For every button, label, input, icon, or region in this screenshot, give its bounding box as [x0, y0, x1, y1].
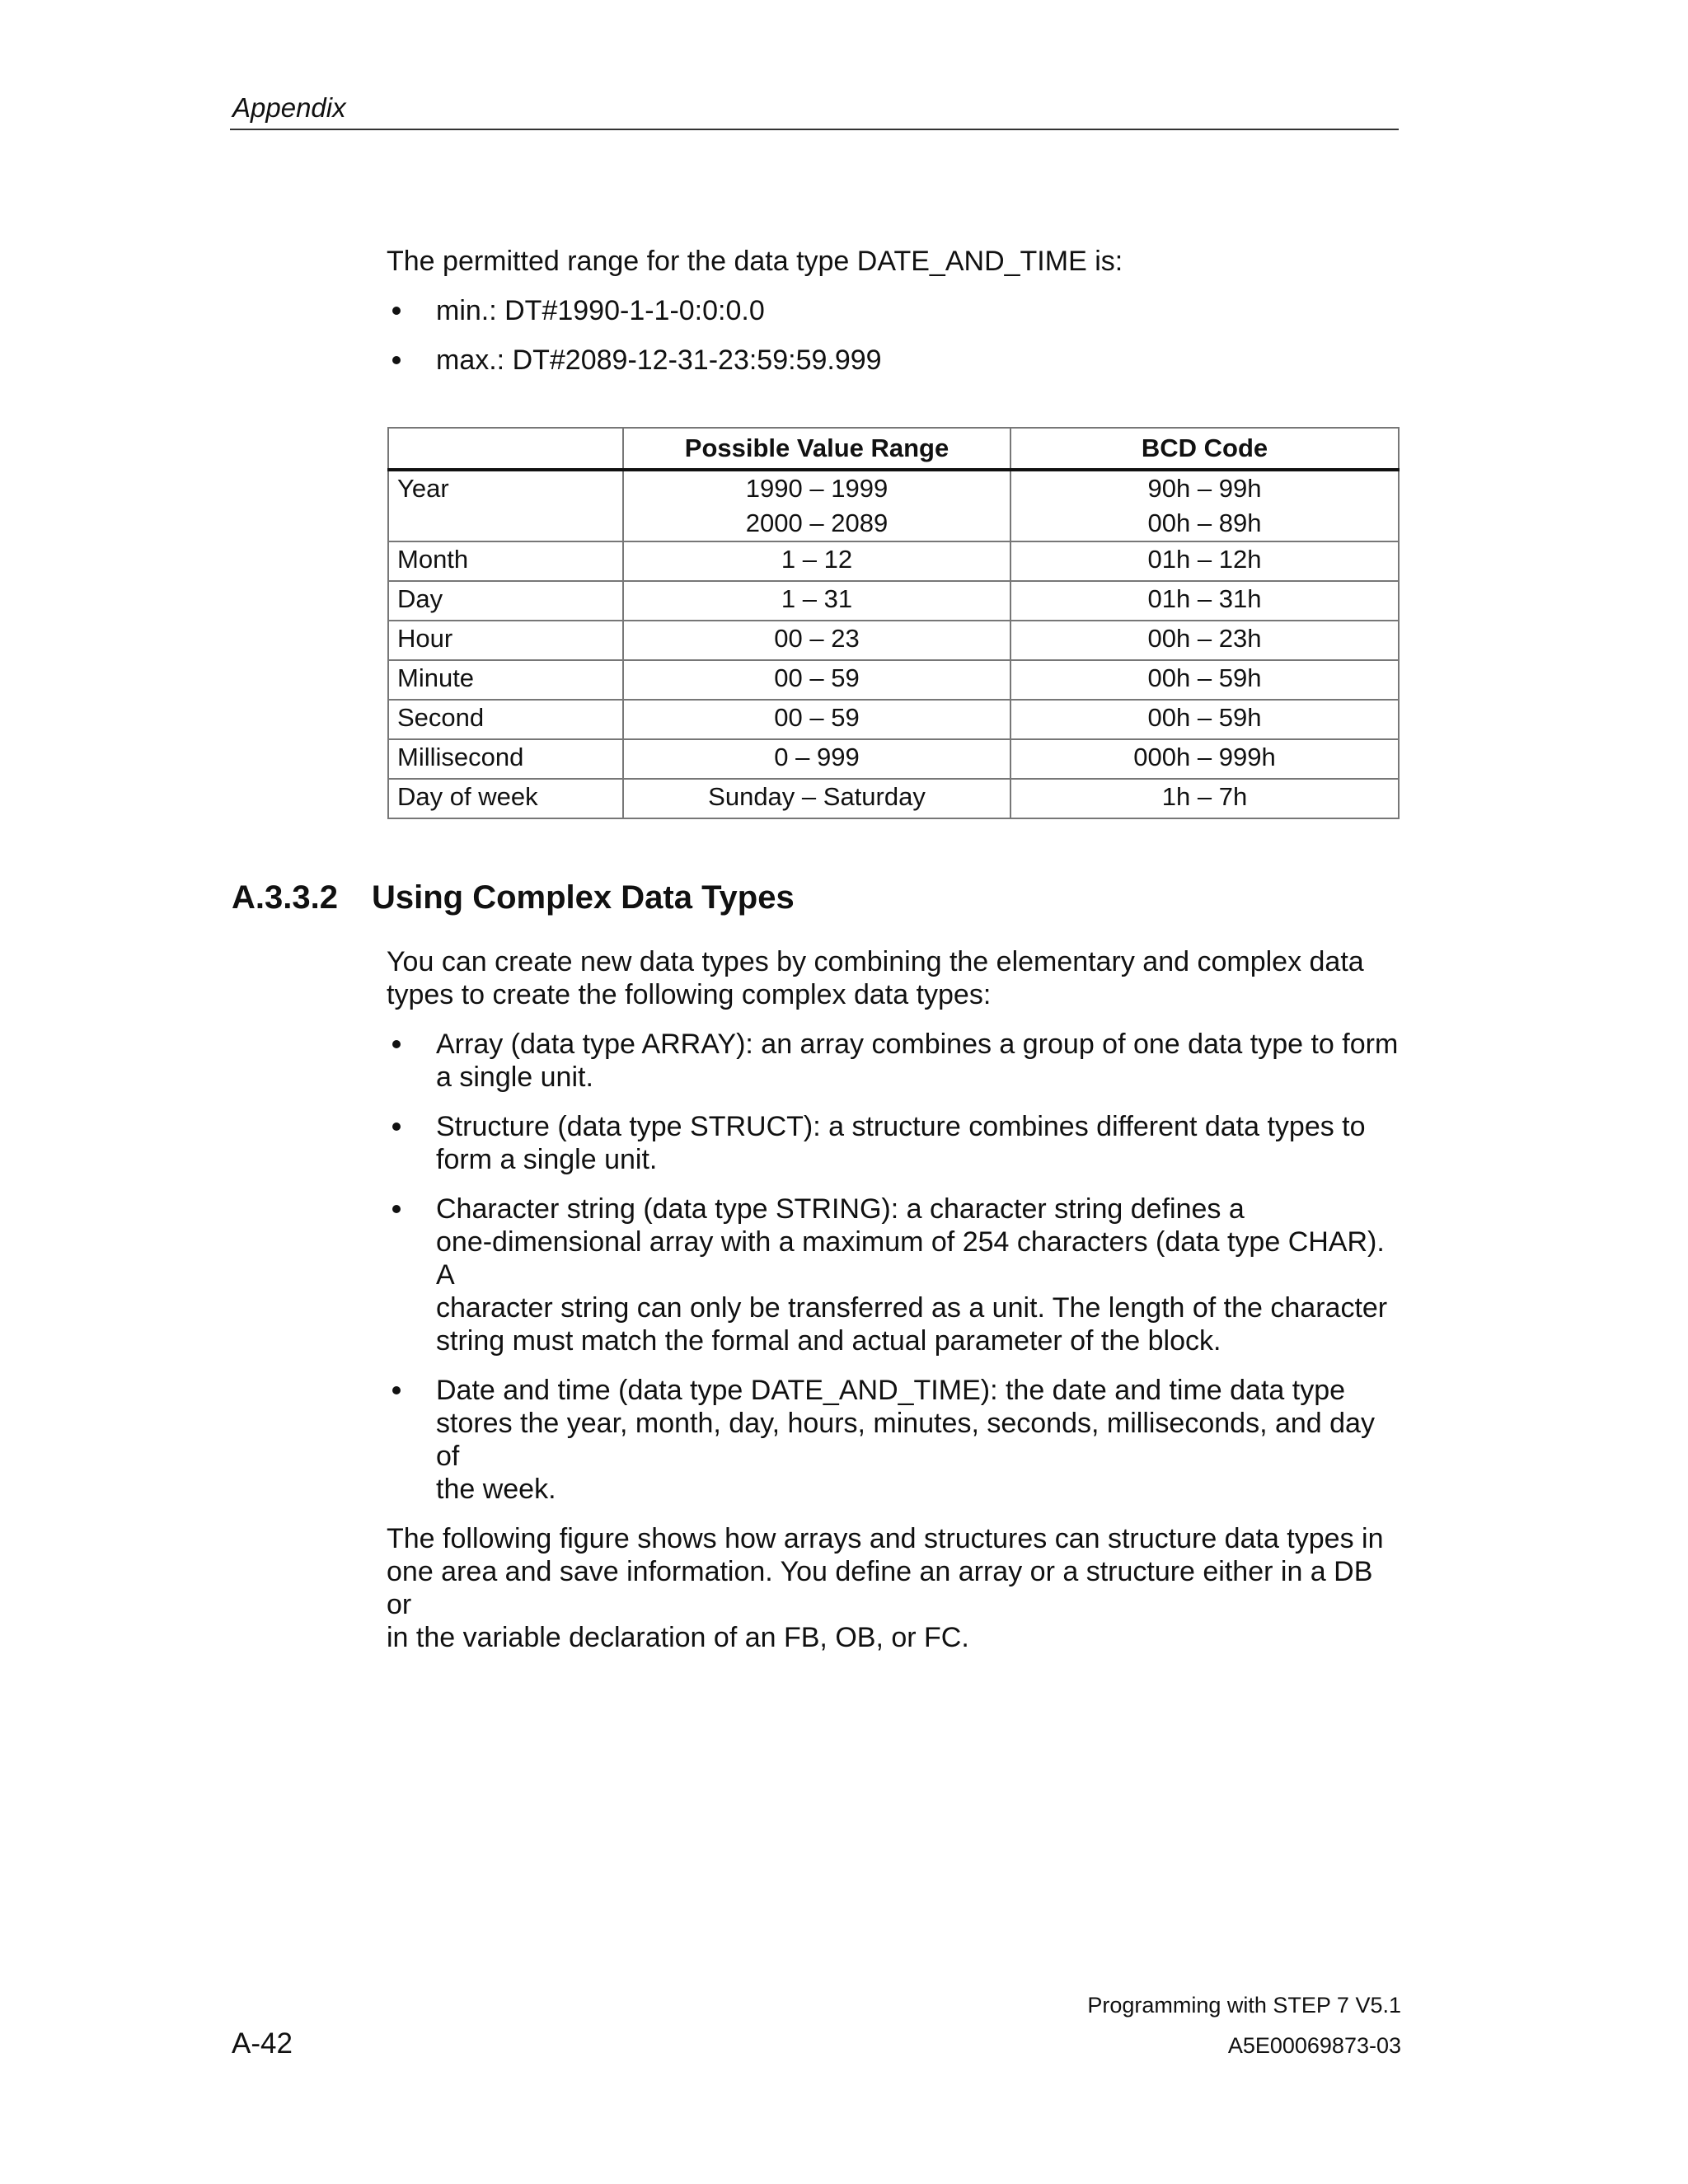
list-item: min.: DT#1990-1-1-0:0:0.0	[387, 294, 1400, 327]
text-line: types to create the following complex data types:	[387, 979, 992, 1010]
text-line: form a single unit.	[436, 1144, 658, 1175]
text-line: The following figure shows how arrays and structures can structure data types in	[387, 1523, 1384, 1554]
text-line: Structure (data type STRUCT): a structure combines different data types to	[436, 1111, 1366, 1142]
row-label: Year	[388, 470, 623, 541]
bcd-cell: 000h – 999h	[1010, 739, 1399, 779]
row-label: Millisecond	[388, 739, 623, 779]
header-rule	[230, 129, 1399, 130]
bcd-cell: 00h – 59h	[1010, 660, 1399, 700]
range-cell: Sunday – Saturday	[623, 779, 1010, 818]
table-row	[388, 779, 1399, 818]
range-cell: 0 – 999	[623, 739, 1010, 779]
bcd-line: 90h – 99h	[1147, 474, 1262, 503]
text-line: You can create new data types by combining the elementary and complex data	[387, 946, 1364, 977]
text-line: in the variable declaration of an FB, OB, or FC.	[387, 1622, 969, 1653]
list-item	[387, 1028, 1400, 1094]
text-line: Array (data type ARRAY): an array combines a group of one data type to form	[436, 1029, 1399, 1060]
text-line: a single unit.	[436, 1062, 593, 1093]
footer-doc-number: A5E00069873-03	[1227, 2033, 1401, 2058]
range-cell: 1 – 12	[623, 541, 1010, 581]
text-line: Character string (data type STRING): a character string defines a	[436, 1193, 1245, 1225]
date-time-table	[387, 427, 1400, 819]
bcd-cell: 1h – 7h	[1010, 779, 1399, 818]
row-label: Hour	[388, 621, 623, 660]
range-line: 1990 – 1999	[745, 474, 889, 503]
intro-block	[387, 245, 1400, 377]
row-label: Day of week	[388, 779, 623, 818]
section-body	[387, 945, 1400, 1654]
bcd-line: 00h – 89h	[1147, 509, 1262, 537]
list-item	[387, 1110, 1400, 1176]
table-row	[388, 581, 1399, 621]
table-header-row	[388, 428, 1399, 470]
range-cell: 00 – 23	[623, 621, 1010, 660]
table-row	[388, 739, 1399, 779]
table-header-cell	[388, 428, 623, 470]
running-header: Appendix	[232, 92, 346, 123]
list-item	[387, 1374, 1400, 1506]
range-list	[387, 294, 1400, 377]
range-cell: 00 – 59	[623, 700, 1010, 739]
text-line: the week.	[436, 1474, 556, 1505]
list-item	[387, 1193, 1400, 1357]
bcd-cell	[1010, 470, 1399, 541]
table-row	[388, 621, 1399, 660]
row-label: Month	[388, 541, 623, 581]
range-cell: 00 – 59	[623, 660, 1010, 700]
section-intro	[387, 945, 1400, 1011]
text-line: character string can only be transferred as a unit. The length of the character	[436, 1292, 1388, 1324]
text-line: one area and save information. You define an array or a structure either in a DB or	[387, 1556, 1373, 1620]
complex-types-list	[387, 1028, 1400, 1506]
table-row	[388, 660, 1399, 700]
range-cell: 1 – 31	[623, 581, 1010, 621]
page-number: A-42	[232, 2027, 293, 2060]
list-item: max.: DT#2089-12-31-23:59:59.999	[387, 344, 1400, 377]
row-label: Day	[388, 581, 623, 621]
range-cell	[623, 470, 1010, 541]
bcd-cell: 00h – 23h	[1010, 621, 1399, 660]
table-header-cell: Possible Value Range	[623, 428, 1010, 470]
section-heading	[232, 879, 795, 916]
closing-paragraph	[387, 1522, 1400, 1654]
text-line: one-dimensional array with a maximum of 254 characters (data type CHAR). A	[436, 1226, 1385, 1291]
text-line: Date and time (data type DATE_AND_TIME): the date and time data type	[436, 1375, 1346, 1406]
section-title: Using Complex Data Types	[372, 879, 795, 916]
row-label: Second	[388, 700, 623, 739]
bcd-cell: 00h – 59h	[1010, 700, 1399, 739]
text-line: stores the year, month, day, hours, minutes, seconds, milliseconds, and day of	[436, 1408, 1375, 1472]
section-number: A.3.3.2	[232, 879, 338, 916]
table-header-cell: BCD Code	[1010, 428, 1399, 470]
text-line: string must match the formal and actual parameter of the block.	[436, 1325, 1221, 1357]
table-row	[388, 541, 1399, 581]
footer-book-title: Programming with STEP 7 V5.1	[1087, 1993, 1401, 2018]
range-line: 2000 – 2089	[745, 509, 889, 537]
table-row	[388, 700, 1399, 739]
bcd-cell: 01h – 12h	[1010, 541, 1399, 581]
row-label: Minute	[388, 660, 623, 700]
intro-text: The permitted range for the data type DATE_AND_TIME is:	[387, 246, 1123, 277]
table-row	[388, 470, 1399, 541]
bcd-cell: 01h – 31h	[1010, 581, 1399, 621]
